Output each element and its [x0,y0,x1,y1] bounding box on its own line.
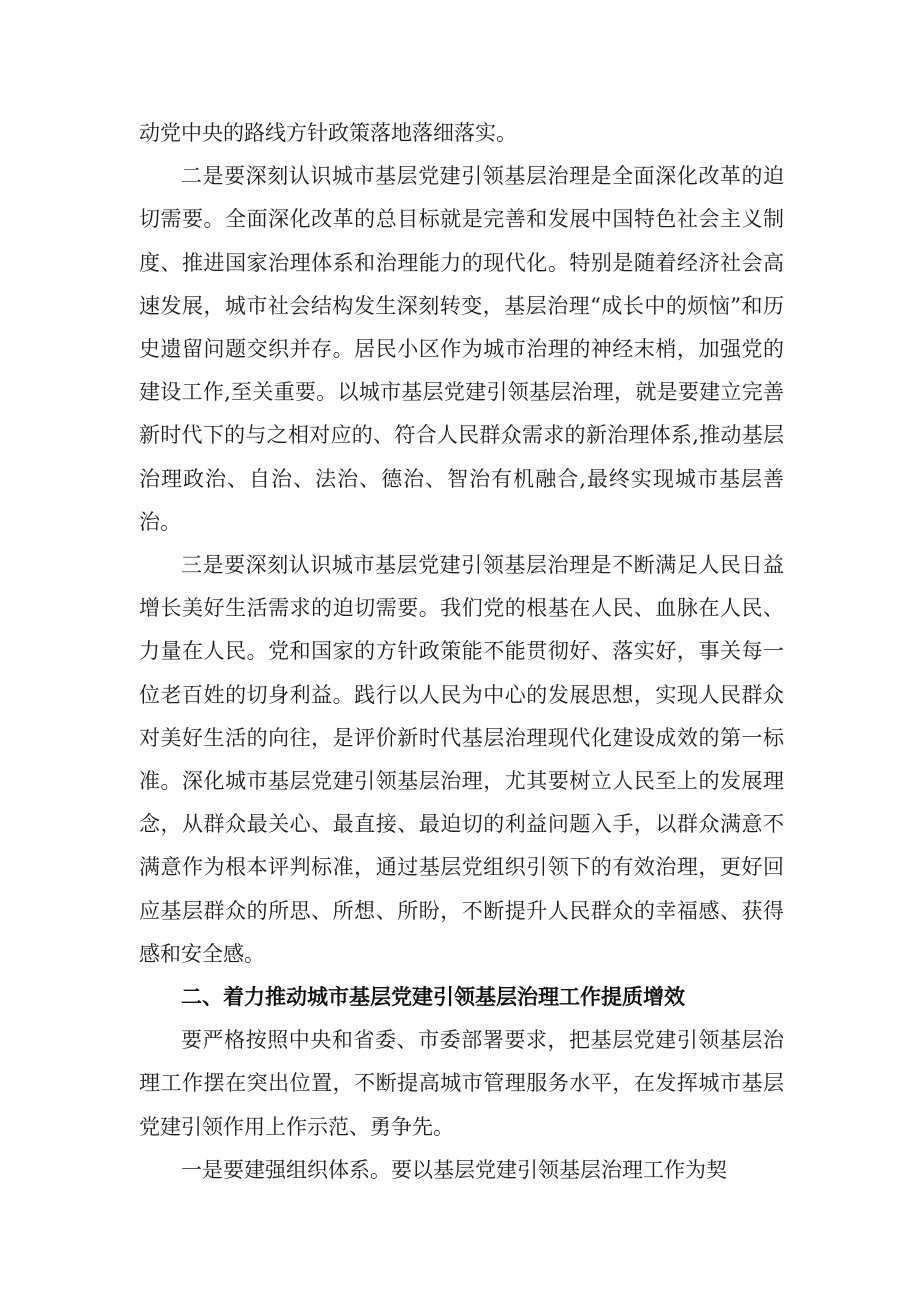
paragraph-section-intro: 要严格按照中央和省委、市委部署要求，把基层党建引领基层治理工作摆在突出位置，不断提高城市管理服务水平，在发挥城市基层党建引领作用上作示范、勇争先。 [139,1028,784,1139]
paragraph-point-two: 二是要深刻认识城市基层党建引领基层治理是全面深化改革的迫切需要。全面深化改革的总目标就是完善和发展中国特色社会主义制度、推进国家治理体系和治理能力的现代化。特别是随着经济社会高速发展，城市社会结构发生深刻转变，基层治理“成长中的烦恼”和历史遗留问题交织并存。居民小区作为城市治理的神经末梢，加强党的建设工作,至关重要。以城市基层党建引领基层治理，就是要建立完善新时代下的与之相对应的、符合人民群众需求的新治理体系,推动基层治理政治、自治、法治、德治、智治有机融合,最终实现城市基层善治。 [139,164,784,534]
paragraph-point-one: 一是要建强组织体系。要以基层党建引领基层治理工作为契 [181,1157,727,1182]
paragraph-continuation: 动党中央的路线方针政策落地落细落实。 [139,121,517,145]
section-heading: 二、着力推动城市基层党建引领基层治理工作提质增效 [181,985,685,1010]
document-page [139,112,784,1192]
paragraph-point-three: 三是要深刻认识城市基层党建引领基层治理是不断满足人民日益增长美好生活需求的迫切需要。我们党的根基在人民、血脉在人民、力量在人民。党和国家的方针政策能不能贯彻好、落实好，事关每一位老百姓的切身利益。践行以人民为中心的发展思想，实现人民群众对美好生活的向往，是评价新时代基层治理现代化建设成效的第一标准。深化城市基层党建引领基层治理，尤其要树立人民至上的发展理念，从群众最关心、最直接、最迫切的利益问题入手，以群众满意不满意作为根本评判标准，通过基层党组织引领下的有效治理，更好回应基层群众的所思、所想、所盼，不断提升人民群众的幸福感、获得感和安全感。 [139,553,784,966]
